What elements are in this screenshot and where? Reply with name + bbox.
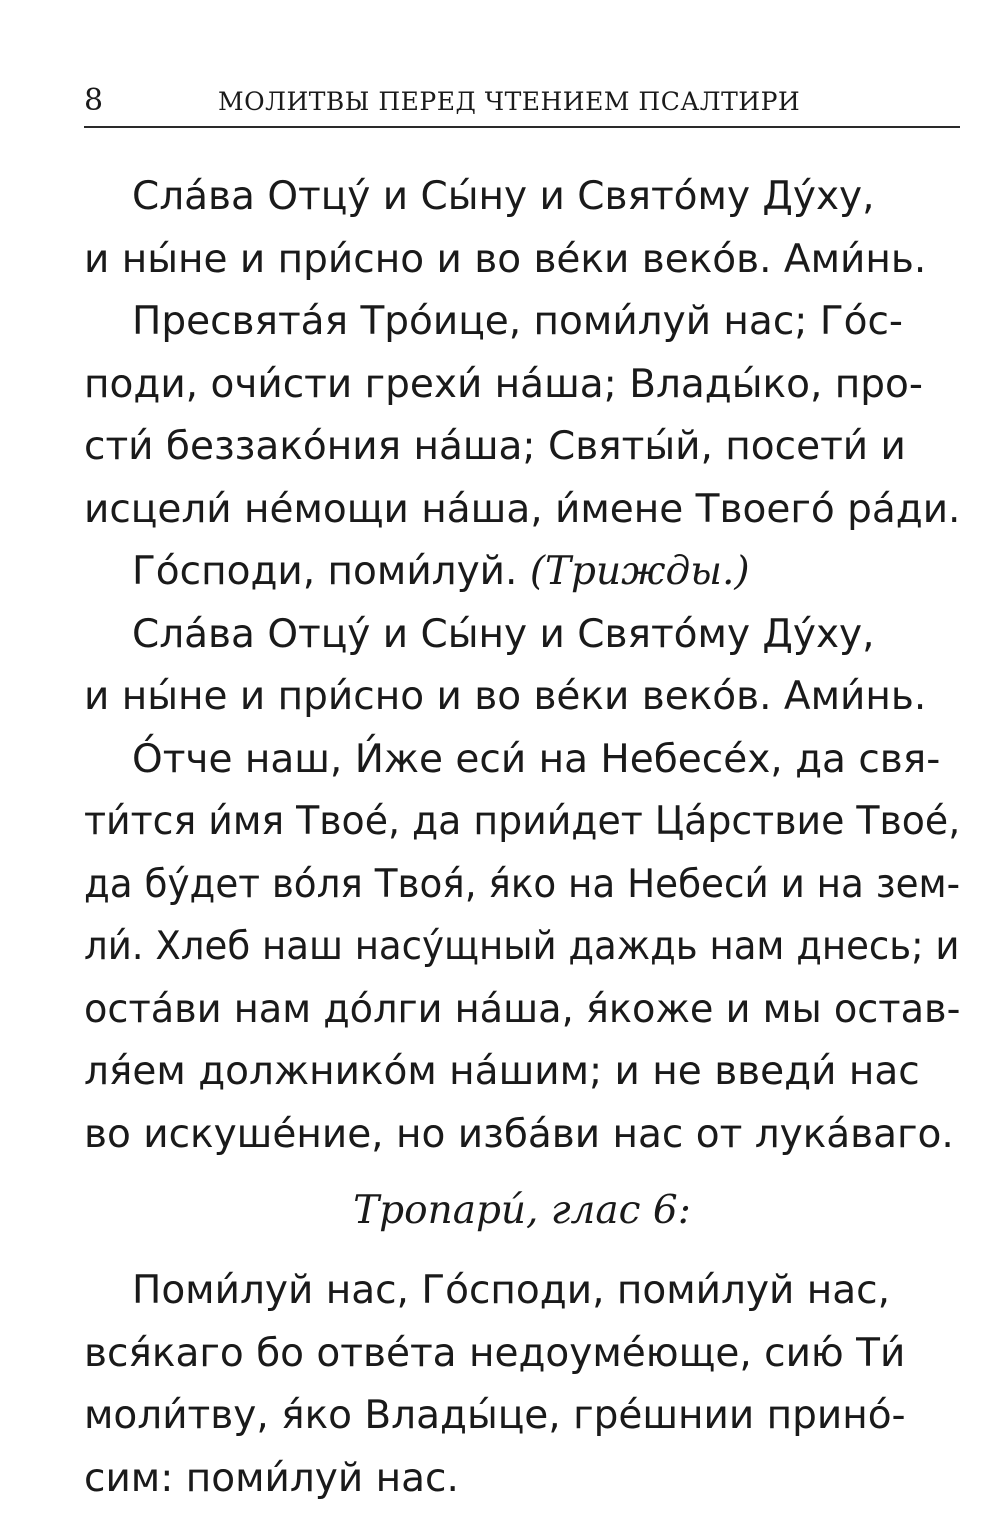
text-line: поди, очи́сти грехи́ на́ша; Влады́ко, про- bbox=[84, 361, 923, 407]
text-line: Поми́луй нас, Го́споди, поми́луй нас, bbox=[132, 1268, 891, 1313]
text-line: О́тче наш, И́же еси́ на Небесе́х, да свя- bbox=[132, 736, 941, 782]
text-line: исцели́ не́мощи на́ша, и́мене Твоего́ ра́ди. bbox=[84, 486, 961, 532]
rubric-note: (Трижды.) bbox=[529, 549, 750, 594]
text-line: Сла́ва Отцу́ и Сы́ну и Свято́му Ду́ху, bbox=[132, 174, 875, 219]
text-line: и ны́не и при́сно и во ве́ки веко́в. Ами́нь. bbox=[84, 674, 927, 719]
lord-have-mercy-text: Го́споди, поми́луй. bbox=[132, 549, 530, 594]
text-line: вся́каго бо отве́та недоуме́юще, сию́ Ти́ bbox=[84, 1330, 906, 1376]
text-line: ля́ем должнико́м на́шим; и не введи́ нас bbox=[84, 1049, 920, 1094]
text-line: сим: поми́луй нас. bbox=[84, 1455, 459, 1501]
section-heading: Тропари́, глас 6: bbox=[353, 1188, 691, 1233]
page-header bbox=[84, 80, 960, 128]
text-line: Сла́ва Отцу́ и Сы́ну и Свято́му Ду́ху, bbox=[132, 611, 875, 657]
text-line bbox=[84, 541, 960, 604]
text-line: во искуше́ние, но изба́ви нас от лука́ваго. bbox=[84, 1111, 954, 1157]
text-line: оста́ви нам до́лги на́ша, я́коже и мы остав- bbox=[84, 986, 961, 1032]
text-line: да бу́дет во́ля Твоя́, я́ко на Небеси́ и на зем- bbox=[84, 861, 961, 907]
prayer-text bbox=[84, 166, 960, 1510]
text-line: ти́тся и́мя Твое́, да прии́дет Ца́рствие Твое́, bbox=[84, 799, 961, 844]
text-line: сти́ беззако́ния на́ша; Святы́й, посети́ и bbox=[84, 424, 906, 469]
running-title: МОЛИТВЫ ПЕРЕД ЧТЕНИЕМ ПСАЛТИРИ bbox=[218, 87, 801, 116]
text-line: ли́. Хлеб наш насу́щный даждь нам днесь; и bbox=[84, 924, 960, 969]
text-line: моли́тву, я́ко Влады́це, гре́шнии прино́- bbox=[84, 1393, 906, 1438]
text-line: Пресвята́я Тро́ице, поми́луй нас; Го́с- bbox=[132, 299, 903, 344]
page-number: 8 bbox=[84, 83, 104, 118]
text-line: и ны́не и при́сно и во ве́ки веко́в. Ами́нь. bbox=[84, 236, 927, 282]
